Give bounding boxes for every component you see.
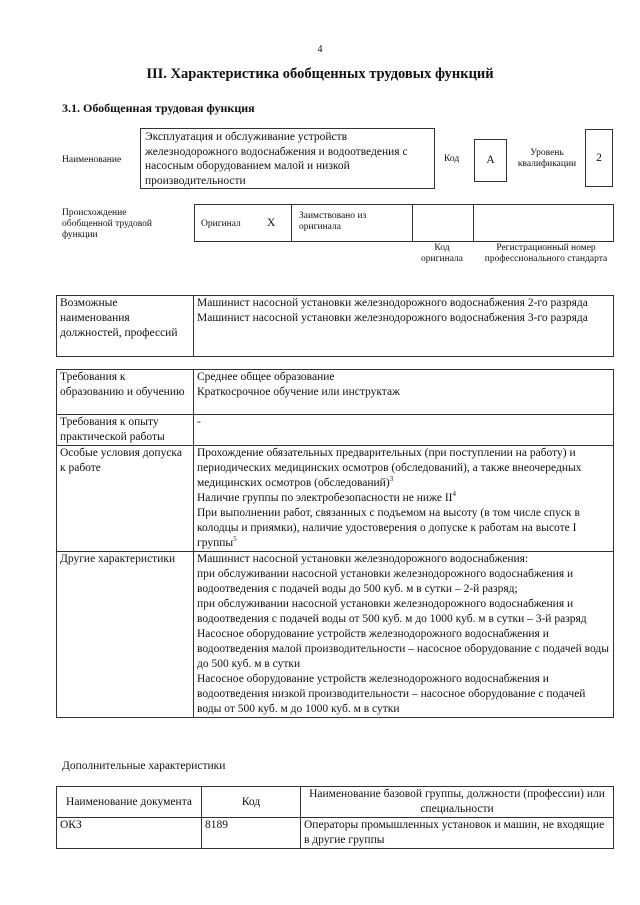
education-line2: Краткосрочное обучение или инструктаж [197,386,400,398]
reg-number-label: Регистрационный номер профессионального стандарта [484,243,608,264]
admission-paragraph [197,491,610,506]
code-label: Код [444,154,460,164]
row-doc [57,818,202,849]
row-doc-text: ОКЗ [60,819,82,831]
borrowed-label: Заимствовано из оригинала [299,211,367,232]
other-value [194,552,614,718]
footnote-mark: 4 [452,490,457,499]
row-code-text: 8189 [205,819,228,831]
other-p1: Машинист насосной установки железнодорожного водоснабжения: [197,553,529,565]
admission-p1: Прохождение обязательных предварительных (при поступлении на работу) и периодических медицинских осмотров (обследований), а также внеочередных медицинских осмотров (обследований) [197,447,582,489]
experience-value-text: - [197,416,201,428]
row-name-text: Операторы промышленных установок и машин, не входящие в другие группы [304,819,605,846]
admission-p3: При выполнении работ, связанных с подъемом на высоту (в том числе спуск в колодцы и приямки), наличие удостоверения о допуске к работам на высоте I группы [197,507,580,549]
other-label-text: Другие характеристики [60,553,176,565]
table-row [57,296,614,357]
other-label [57,552,194,718]
admission-label-text: Особые условия допуска к работе [60,447,182,474]
col-code-text: Код [241,795,261,808]
level-label: Уровень квалификации [517,148,577,169]
positions-value [194,296,614,357]
original-mark: X [267,217,276,229]
page-number: 4 [317,44,323,55]
additional-table [56,786,614,849]
subsection-title: 3.1. Обобщенная трудовая функция [62,101,255,115]
table-row [57,552,614,718]
positions-line2: Машинист насосной установки железнодорожного водоснабжения 3-го разряда [197,312,588,324]
admission-label [57,446,194,552]
requirements-table [56,369,614,718]
other-p4: Насосное оборудование устройств железнодорожного водоснабжения и водоотведения малой производительности – насосное оборудование с подачей воды до 500 куб. м в сутки [197,628,609,670]
education-line1: Среднее общее образование [197,371,335,383]
col-doc-text: Наименование документа [66,795,192,808]
level-value: 2 [585,129,613,187]
code-value: А [474,139,507,182]
positions-label-text: Возможные наименования должностей, профессий [60,297,178,339]
admission-value [194,446,614,552]
code-original-label: Код оригинала [421,243,463,264]
origin-box [194,204,614,242]
footnote-mark: 3 [389,475,394,484]
experience-label [57,415,194,446]
footnote-mark: 5 [233,535,237,544]
name-value-text: Эксплуатация и обслуживание устройств железнодорожного водоснабжения и водоотведения с насосным оборудованием малой и низкой производительности [145,131,408,187]
admission-paragraph [197,506,610,551]
col-name-header [301,787,614,818]
positions-table [56,295,614,357]
table-row [57,370,614,415]
education-label-text: Требования к образованию и обучению [60,371,185,398]
table-row [57,818,614,849]
origin-label: Происхождение обобщенной трудовой функции [62,208,152,240]
table-row [57,446,614,552]
admission-p2: Наличие группы по электробезопасности не ниже II [197,492,453,504]
experience-label-text: Требования к опыту практической работы [60,416,165,443]
education-value [194,370,614,415]
positions-label [57,296,194,357]
positions-line1: Машинист насосной установки железнодорожного водоснабжения 2-го разряда [197,297,588,309]
table-row [57,415,614,446]
other-p5: Насосное оборудование устройств железнодорожного водоснабжения и водоотведения низкой производительности – насосное оборудование с подачей воды от 500 куб. м до 1000 куб. м в сутки [197,673,586,715]
experience-value [194,415,614,446]
col-name-text: Наименование базовой группы, должности (профессии) или специальности [309,788,605,815]
divider [412,205,413,241]
other-p2: при обслуживании насосной установки железнодорожного водоснабжения и водоотведения с подачей воды до 500 куб. м в сутки – 2-й разряд; [197,568,574,595]
divider [291,205,292,241]
col-doc-header [57,787,202,818]
admission-paragraph [197,446,610,491]
additional-title: Дополнительные характеристики [62,760,226,772]
col-code-header [202,787,301,818]
row-name [301,818,614,849]
name-label: Наименование [62,155,122,165]
education-label [57,370,194,415]
other-p3: при обслуживании насосной установки железнодорожного водоснабжения и водоотведения с подачей воды от 500 куб. м до 1000 куб. м в сутки – 3-й разряд [197,598,587,625]
section-title: III. Характеристика обобщенных трудовых функций [146,66,494,82]
name-value [140,128,435,189]
table-row [57,787,614,818]
divider [473,205,474,241]
original-label: Оригинал [201,219,241,229]
row-code [202,818,301,849]
